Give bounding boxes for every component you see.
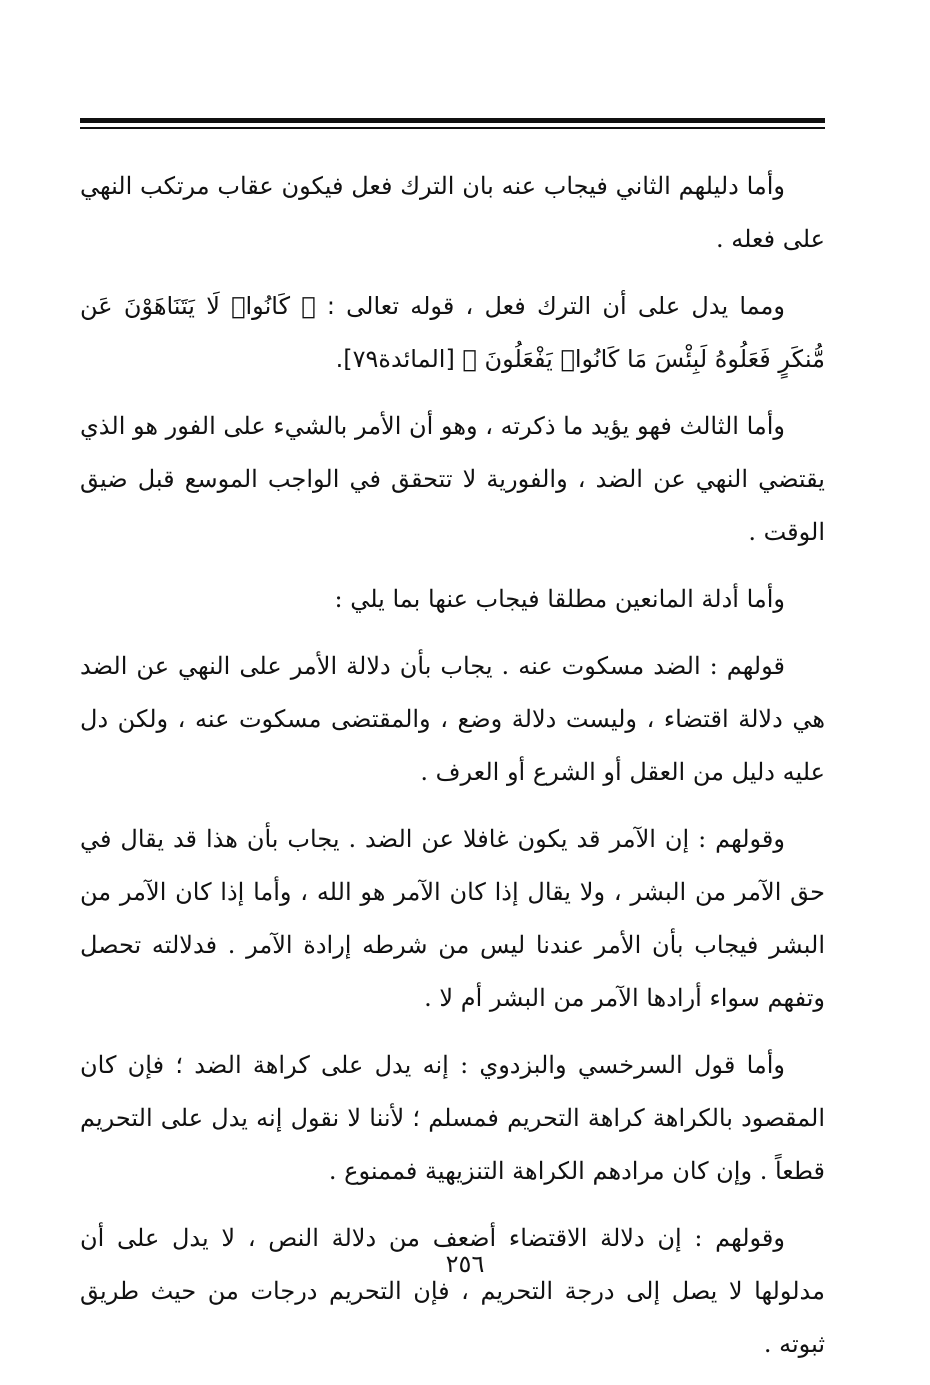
body-text bbox=[80, 160, 825, 1385]
header-rule-thick bbox=[80, 118, 825, 123]
paragraph-6: وقولهم : إن الآمر قد يكون غافلا عن الضد . يجاب بأن هذا قد يقال في حق الآمر من البشر ، ولا يقال إذا كان الآمر هو الله ، وأما إذا كان الآمر من البشر فيجاب بأن الأمر عندنا ليس من شرطه إرادة الآمر . فدلالته تحصل وتفهم سواء أرادها الآمر من البشر أم لا . bbox=[80, 825, 825, 1012]
paragraph-4: وأما أدلة المانعين مطلقا فيجاب عنها بما يلي : bbox=[334, 585, 785, 613]
paragraph-7: وأما قول السرخسي والبزدوي : إنه يدل على كراهة الضد ؛ فإن كان المقصود بالكراهة كراهة التحريم فمسلم ؛ لأننا لا نقول إنه يدل على التحريم قطعاً . وإن كان مرادهم الكراهة التنزيهية فممنوع . bbox=[80, 1051, 825, 1185]
paragraph-5: قولهم : الضد مسكوت عنه . يجاب بأن دلالة الأمر على النهي عن الضد هي دلالة اقتضاء ، وليست دلالة وضع ، والمقتضى مسكوت عنه ، ولكن دل عليه دليل من العقل أو الشرع أو العرف . bbox=[80, 652, 825, 786]
paragraph-2-quran-citation: ومما يدل على أن الترك فعل ، قوله تعالى : ﴿ كَانُوا۟ لَا يَتَنَاهَوْنَ عَن مُّنكَرٍ فَعَلُوهُ لَبِئْسَ مَا كَانُوا۟ يَفْعَلُونَ ﴾ [المائدة٧٩]. bbox=[80, 292, 825, 373]
page-number: ٢٥٦ bbox=[445, 1250, 485, 1278]
header-rule-thin bbox=[80, 127, 825, 129]
paragraph-8: وقولهم : إن دلالة الاقتضاء أضعف من دلالة النص ، لا يدل على أن مدلولها لا يصل إلى درجة التحريم ، فإن التحريم درجات من حيث طريق ثبوته . bbox=[80, 1224, 825, 1358]
paragraph-3: وأما الثالث فهو يؤيد ما ذكرته ، وهو أن الأمر بالشيء على الفور هو الذي يقتضي النهي عن الضد ، والفورية لا تتحقق في الواجب الموسع قبل ضيق الوقت . bbox=[80, 412, 825, 546]
paragraph-1: وأما دليلهم الثاني فيجاب عنه بان الترك فعل فيكون عقاب مرتكب النهي على فعله . bbox=[80, 172, 825, 253]
